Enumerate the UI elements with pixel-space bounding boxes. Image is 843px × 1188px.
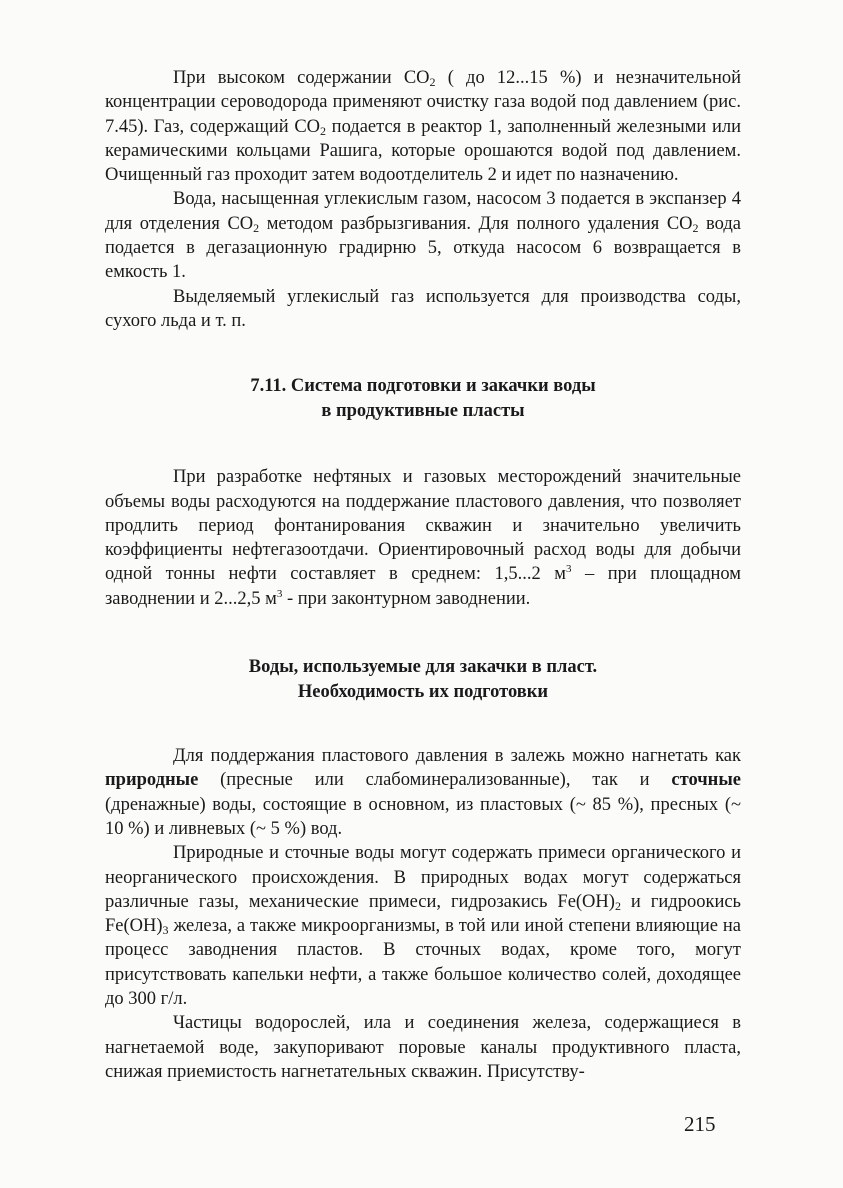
text-run: Для поддержания пластового давления в залежь можно нагнетать как: [173, 746, 741, 767]
paragraph-co2-separation: [105, 187, 741, 284]
page-number: 215: [684, 1112, 716, 1136]
text-run: методом разбрызгивания. Для полного удаления CO: [259, 213, 693, 234]
text-run: Вода, насыщенная углекислым газом, насосом 3 подается в экспанзер 4 для отделения CO: [105, 189, 741, 234]
text-run: При высоком содержании CO: [173, 68, 430, 88]
text-run: вода подается в дегазационную градирню 5, откуда насосом 6 возвращается в емкость 1.: [105, 213, 742, 283]
text-run: – при площадном заводнении и 2...2,5 м: [105, 564, 741, 609]
paragraph-water-types: [105, 744, 741, 841]
page-content: [105, 66, 741, 1084]
subscript: 2: [614, 898, 621, 913]
text-run: (пресные или слабоминерализованные), так и: [198, 770, 672, 791]
subscript: 2: [253, 220, 260, 235]
subsection-heading: [105, 655, 741, 705]
section-heading-line-2: в продуктивные пласты: [321, 401, 525, 422]
section-heading-line-1: 7.11. Система подготовки и закачки воды: [250, 376, 596, 397]
paragraph-water-consumption: [105, 465, 741, 611]
subsection-heading-line-1: Воды, используемые для закачки в пласт.: [248, 657, 598, 678]
text-run: (дренажные) воды, состоящие в основном, из пластовых (~ 85 %), пресных (~ 10 %) и ливневых (~ 5 %) вод.: [105, 794, 741, 839]
paragraph-co2-usage: Выделяемый углекислый газ используется для производства соды, сухого льда и т. п.: [105, 286, 741, 331]
bold-term: сточные: [671, 770, 741, 791]
text-run: подается в реактор 1, заполненный железными или керамическими кольцами Рашига, которые орошаются водой под давлением. Очищенный газ проходит затем водоотделитель 2 и идет по назначению.: [105, 116, 741, 186]
text-run: ( до 12...15 %) и незначительной концентрации сероводорода применяют очистку газа водой под давлением (рис. 7.45). Газ, содержащий CO: [105, 68, 741, 137]
subscript: 3: [162, 923, 169, 938]
subscript: 2: [320, 123, 327, 138]
paragraph-co2-water-cleaning: [105, 66, 741, 187]
section-heading: [105, 374, 741, 424]
paragraph-impurities: [105, 841, 741, 1011]
text-run: - при законтурном заводнении.: [282, 588, 531, 609]
subsection-heading-line-2: Необходимость их подготовки: [297, 682, 549, 703]
text-run: Природные и сточные воды могут содержать примеси органического и неорганического происхождения. В природных водах могут содержаться различные газы, механические примеси, гидрозакись Fe(OH): [105, 843, 741, 912]
paragraph-particles: Частицы водорослей, ила и соединения железа, содержащиеся в нагнетаемой воде, закупоривают поровые каналы продуктивного пласта, снижая приемистость нагнетательных скважин. Присутству-: [105, 1013, 741, 1082]
text-run: железа, а также микроорганизмы, в той или иной степени влияющие на процесс заводнения пластов. В сточных водах, кроме того, могут присутствовать капельки нефти, а также большое количество солей, доходящее до 300 г/л.: [105, 916, 741, 1010]
bold-term: природные: [105, 770, 199, 791]
subscript: 2: [692, 220, 699, 235]
superscript: 3: [276, 587, 283, 600]
subscript: 2: [429, 75, 436, 89]
superscript: 3: [565, 563, 572, 576]
text-run: и гидроокись Fe(OH): [105, 891, 741, 937]
text-run: При разработке нефтяных и газовых месторождений значительные объемы воды расходуются на поддержание пластового давления, что позволяет продлить период фонтанирования скважин и значительно увеличить коэффициенты нефтегазоотдачи. Ориентировочный расход воды для добычи одной тонны нефти составляет в среднем: 1,5...2 м: [105, 467, 741, 585]
